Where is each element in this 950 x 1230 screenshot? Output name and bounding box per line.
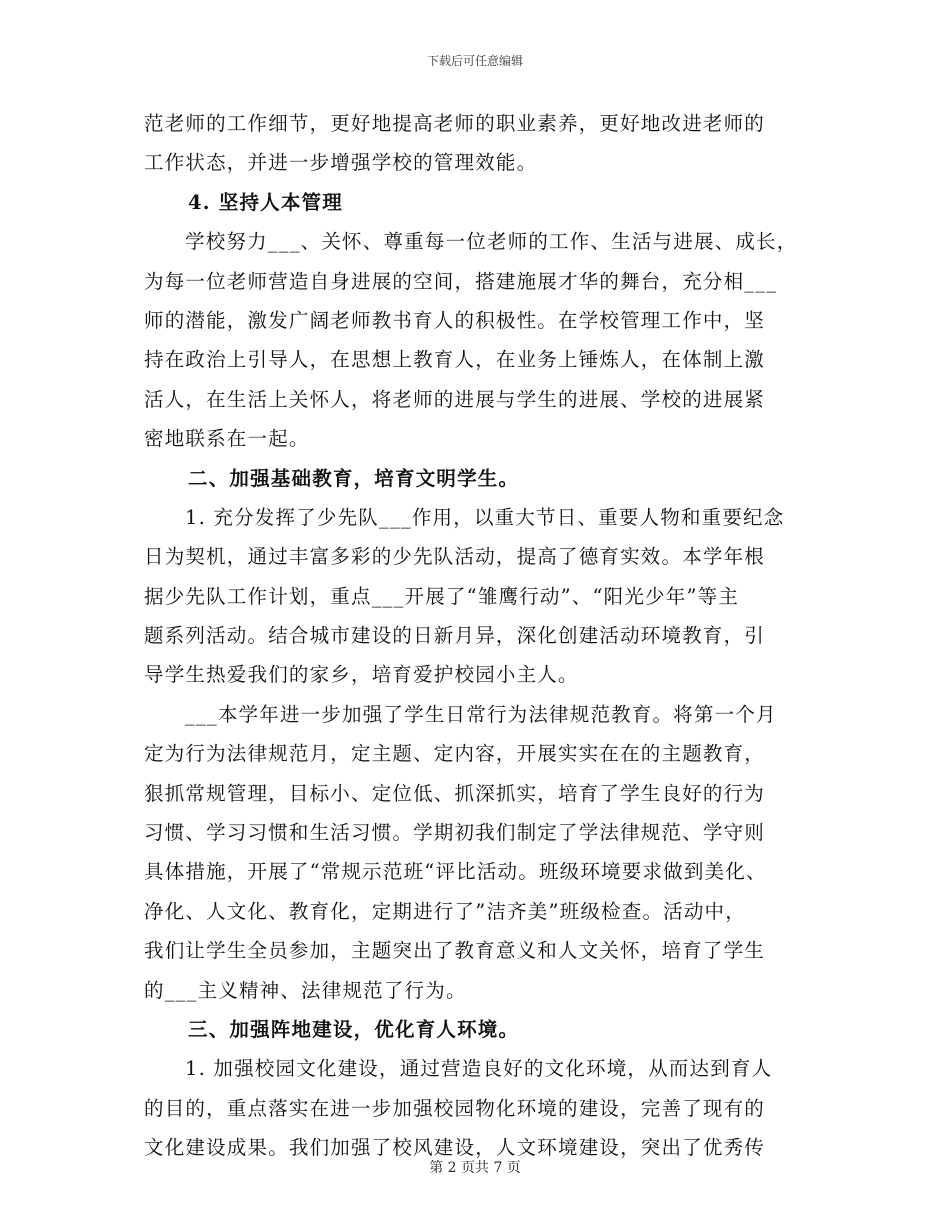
paragraph-first-line: 1. 加强校园文化建设，通过营造良好的文化环境，从而达到育人 [185, 1057, 773, 1081]
body-line: 据少先队工作计划，重点___开展了“雏鹰行动”、“阳光少年”等主 [144, 584, 740, 608]
body-line: 习惯、学习习惯和生活习惯。学期初我们制定了学法律规范、学守则 [144, 821, 766, 845]
body-line: 持在政治上引导人，在思想上教育人，在业务上锤炼人，在体制上激 [144, 348, 766, 372]
body-line: 净化、人文化、教育化，定期进行了”洁齐美”班级检查。活动中， [144, 899, 746, 923]
body-line: 活人，在生活上关怀人，将老师的进展与学生的进展、学校的进展紧 [144, 387, 766, 411]
body-line: 题系列活动。结合城市建设的日新月异，深化创建活动环境教育，引 [144, 624, 766, 648]
page-footer: 第 2 页共 7 页 [429, 1160, 521, 1176]
section-heading: 4. 坚持人本管理 [188, 190, 343, 214]
body-line: 具体措施，开展了“常规示范班“评比活动。班级环境要求做到美化、 [144, 860, 767, 884]
body-line: 范老师的工作细节，更好地提高老师的职业素养，更好地改进老师的 [144, 112, 766, 135]
body-line: 为每一位老师营造自身进展的空间，搭建施展才华的舞台，充分相___ [144, 269, 778, 293]
document-body [144, 104, 808, 1168]
body-line: 日为契机，通过丰富多彩的少先队活动，提高了德育实效。本学年根 [144, 545, 766, 569]
paragraph-first-line: 1. 充分发挥了少先队___作用，以重大节日、重要人物和重要纪念 [185, 505, 785, 529]
page-header: 下载后可任意编辑 [426, 54, 523, 68]
paragraph-first-line: 学校努力___、关怀、尊重每一位老师的工作、生活与进展、成长， [185, 230, 798, 254]
body-line: 师的潜能，激发广阔老师教书育人的积极性。在学校管理工作中，坚 [144, 308, 766, 332]
body-line: 的目的，重点落实在进一步加强校园物化环境的建设，完善了现有的 [144, 1096, 766, 1120]
body-line: 工作状态，并进一步增强学校的管理效能。 [144, 151, 538, 175]
section-heading: 三、加强阵地建设，优化育人环境。 [188, 1017, 520, 1041]
section-heading: 二、加强基础教育，培育文明学生。 [188, 466, 520, 490]
body-line: 定为行为法律规范月，定主题、定内容，开展实实在在的主题教育， [144, 742, 766, 766]
body-line: 密地联系在一起。 [144, 427, 310, 451]
paragraph-first-line: ___本学年进一步加强了学生日常行为法律规范教育。将第一个月 [185, 702, 777, 726]
body-line: 我们让学生全员参加，主题突出了教育意义和人文关怀，培育了学生 [144, 939, 766, 963]
body-line: 的___主义精神、法律规范了行为。 [144, 978, 467, 1002]
body-line: 狠抓常规管理，目标小、定位低、抓深抓实，培育了学生良好的行为 [144, 781, 766, 805]
body-line: 导学生热爱我们的家乡，培育爱护校园小主人。 [144, 663, 579, 687]
body-line: 文化建设成果。我们加强了校风建设，人文环境建设，突出了优秀传 [144, 1136, 766, 1160]
